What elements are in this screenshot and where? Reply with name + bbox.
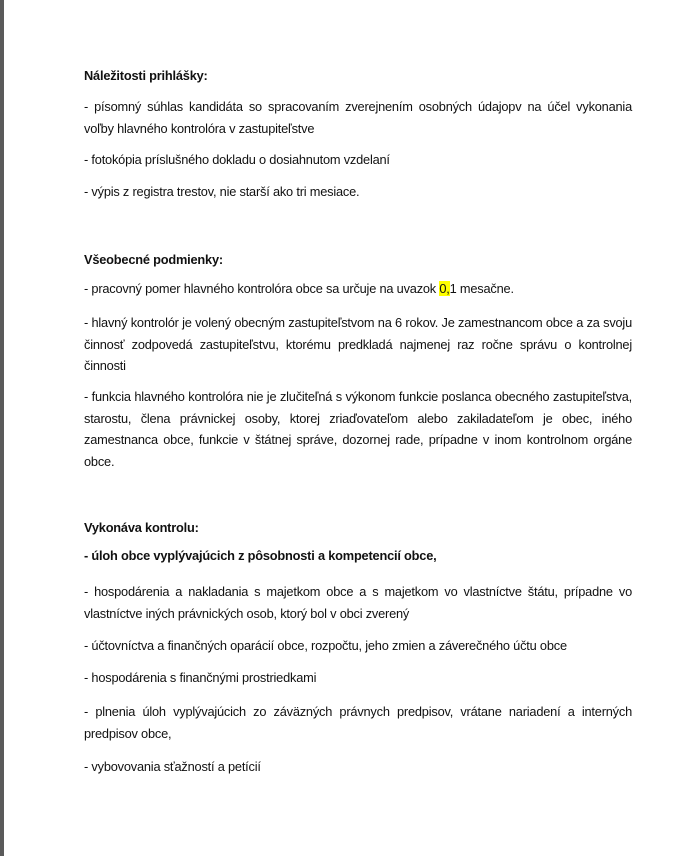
- section-heading: Všeobecné podmienky:: [84, 252, 223, 267]
- section-heading: Vykonáva kontrolu:: [84, 520, 199, 535]
- highlighted-text: 0,: [439, 281, 450, 296]
- list-item-bold: - úloh obce vyplývajúcich z pôsobnosti a kompetencií obce,: [84, 548, 437, 563]
- list-item: - hospodárenia a nakladania s majetkom obce a s majetkom vo vlastníctve štátu, prípadne vo vlastníctve iných právnických osob, ktorý bol v obci zverený: [84, 584, 632, 621]
- section-heading: Náležitosti prihlášky:: [84, 68, 208, 83]
- list-item: - hospodárenia s finančnými prostriedkami: [84, 670, 317, 685]
- list-item: - vybovovania sťažností a petícií: [84, 759, 261, 774]
- list-item: [84, 278, 632, 300]
- list-item: - účtovníctva a finančných oparácií obce, rozpočtu, jeho zmien a záverečného účtu obce: [84, 638, 567, 653]
- list-item: - výpis z registra trestov, nie starší ako tri mesiace.: [84, 184, 360, 199]
- page-edge: [0, 0, 4, 856]
- list-item: - hlavný kontrolór je volený obecným zastupiteľstvom na 6 rokov. Je zamestnancom obce a za svoju činnosť zodpovedá zastupiteľstvu, ktorému predkladá najmenej raz ročne správu o kontrolnej činnosti: [84, 315, 632, 373]
- list-item: - plnenia úloh vyplývajúcich zo záväzných právnych predpisov, vrátane nariadení a interných predpisov obce,: [84, 704, 632, 741]
- list-item: - písomný súhlas kandidáta so spracovaním zverejnením osobných údajopv na účel vykonania voľby hlavného kontrolóra v zastupiteľstve: [84, 99, 632, 136]
- item-text: - pracovný pomer hlavného kontrolóra obce sa určuje na uvazok: [84, 281, 440, 296]
- list-item: - funkcia hlavného kontrolóra nie je zlučiteľná s výkonom funkcie poslanca obecného zastupiteľstva, starostu, člena právnickej osoby, ktorej zriaďovateľom alebo zakiladateľom je obec, iného zamestnanca obce, funkcie v štátnej správe, dozornej rade, prípadne v inom kontrolnom orgáne obce.: [84, 389, 632, 469]
- item-text: 1 mesačne.: [449, 281, 514, 296]
- list-item: - fotokópia príslušného dokladu o dosiahnutom vzdelaní: [84, 152, 390, 167]
